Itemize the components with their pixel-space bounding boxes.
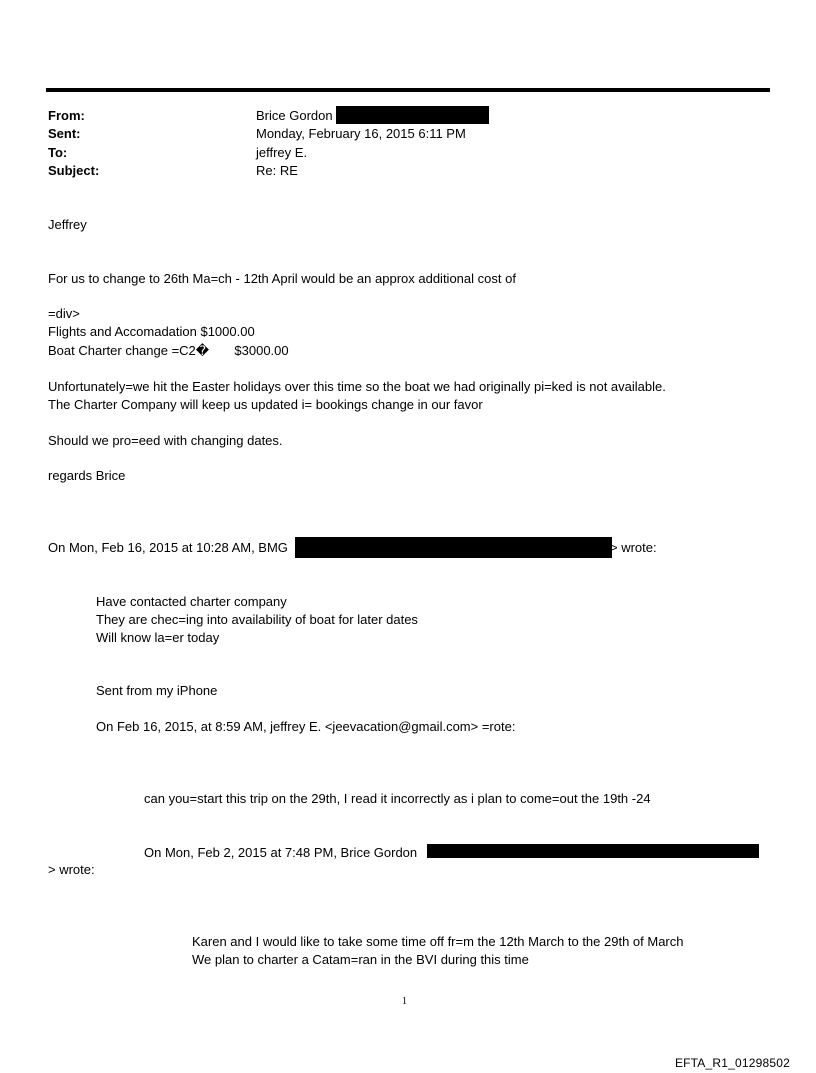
quote3-line1: Karen and I would like to take some time off fr=m the 12th March to the 29th of March [192,934,684,949]
body-line-charter-company: The Charter Company will keep us updated i= bookings change in our favor [48,397,483,412]
to-value: jeffrey E. [256,145,308,160]
from-value: Brice Gordon [256,108,333,123]
quote1-line3: Will know la=er today [96,630,220,645]
document-id: EFTA_R1_01298502 [674,1056,790,1070]
quote1-attribution-wrote: > wrote: [610,540,657,555]
quote1-attribution: On Mon, Feb 16, 2015 at 10:28 AM, BMG [48,540,288,555]
page-number: 1 [402,996,407,1007]
from-label: From: [48,108,85,123]
subject-value: Re: RE [256,163,298,178]
body-line-change: For us to change to 26th Ma=ch - 12th April would be an approx additional cost of [48,271,516,286]
sent-value: Monday, February 16, 2015 6:11 PM [256,126,466,141]
body-line-div: =div> [48,306,80,321]
body-line-regards: regards Brice [48,468,126,483]
quote3-line2: We plan to charter a Catam=ran in the BVI during this time [192,952,529,967]
to-label: To: [48,145,68,160]
quote1-line2: They are chec=ing into availability of boat for later dates [96,612,418,627]
redaction-from-email [336,106,489,124]
greeting: Jeffrey [48,217,87,232]
quote1-line1: Have contacted charter company [96,594,287,609]
redaction-bmg-email [295,537,612,558]
quote1-attribution2: On Feb 16, 2015, at 8:59 AM, jeffrey E. <jeevacation@gmail.com> =rote: [96,719,516,734]
sent-label: Sent: [48,126,81,141]
quote2-attribution-wrote: > wrote: [48,862,95,877]
quote2-attribution: On Mon, Feb 2, 2015 at 7:48 PM, Brice Gordon [144,845,418,860]
body-line-unfortunately: Unfortunately=we hit the Easter holidays over this time so the boat we had originally pi=ked is not available. [48,379,666,394]
subject-label: Subject: [48,163,100,178]
redaction-brice-email [427,844,759,858]
body-line-proceed: Should we pro=eed with changing dates. [48,433,283,448]
quote2-line1: can you=start this trip on the 29th, I read it incorrectly as i plan to come=out the 19th -24 [144,791,651,806]
body-line-boat: Boat Charter change =C2� $3000.00 [48,343,289,358]
body-line-flights: Flights and Accomadation $1000.00 [48,324,255,339]
header-rule [46,88,770,92]
quote1-signature: Sent from my iPhone [96,683,218,698]
